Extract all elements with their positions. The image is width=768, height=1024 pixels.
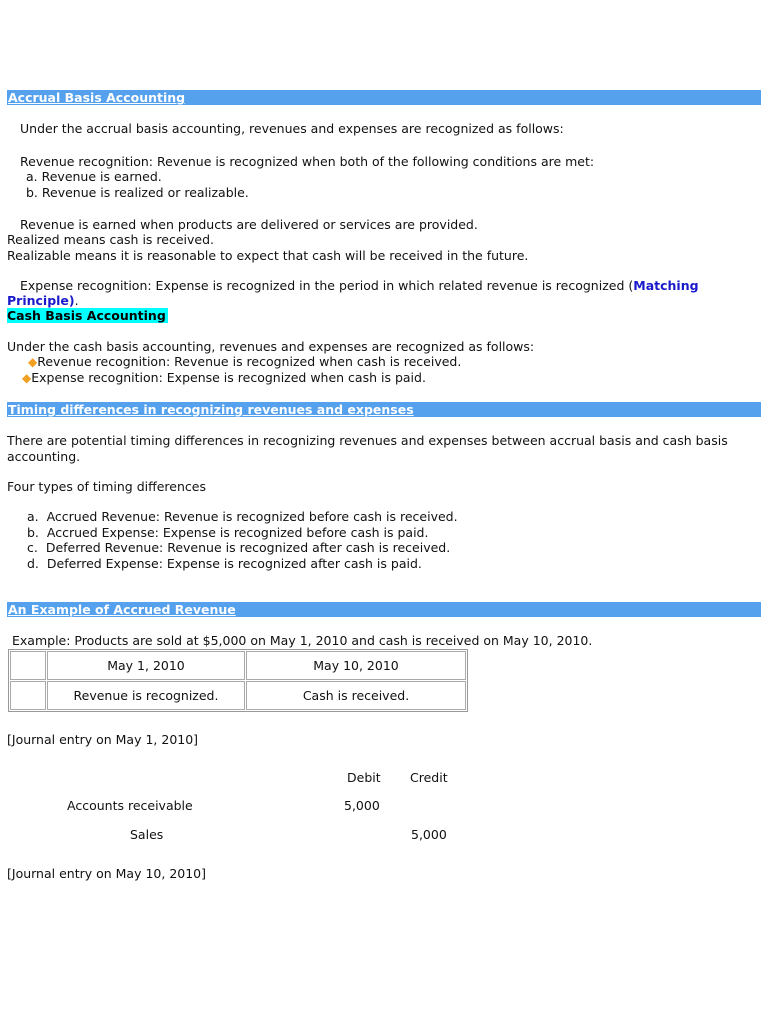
table-cell: Revenue is recognized. [47,681,245,710]
debit-column-header: Debit [347,770,381,785]
cash-bullet-revenue [28,354,461,370]
table-row [10,681,466,710]
list-item-text: Deferred Expense: Expense is recognized after cash is paid. [46,556,422,571]
condition-a: a. Revenue is earned. [26,169,162,184]
cash-bullet-expense [22,370,426,386]
matching-principle-link-part2[interactable]: Principle) [7,293,75,308]
expense-period: . [74,293,79,308]
sales-account: Sales [130,827,164,842]
revenue-earned-text: Revenue is earned when products are delivered or services are provided. [20,217,478,232]
expense-recognition-continued [7,293,79,308]
accounts-receivable-account: Accounts receivable [67,798,193,813]
timing-para-line1: There are potential timing differences in recognizing revenues and expenses between accrual basis and cash basis [7,433,728,448]
expense-recognition-body: Expense recognition: Expense is recognized in the period in which related revenue is recognized ( [20,278,634,293]
sales-credit: 5,000 [411,827,447,842]
accrual-intro: Under the accrual basis accounting, revenues and expenses are recognized as follows: [20,121,564,136]
accounts-receivable-debit: 5,000 [344,798,380,813]
revenue-recognition-text: Revenue recognition: Revenue is recognized when both of the following conditions are met: [20,154,595,169]
timing-item-a [27,509,458,524]
realizable-text: Realizable means it is reasonable to expect that cash will be received in the future. [7,248,529,263]
timing-para-line2: accounting. [7,449,81,464]
list-item-text: Accrued Expense: Expense is recognized before cash is paid. [46,525,429,540]
list-item-text: Deferred Revenue: Revenue is recognized after cash is received. [45,540,451,555]
journal-entry-1-title: [Journal entry on May 1, 2010] [7,732,199,747]
expense-recognition-text [20,278,699,293]
cash-basis-heading: Cash Basis Accounting [7,308,166,323]
table-cell: Cash is received. [246,681,466,710]
realized-text: Realized means cash is received. [7,232,215,247]
accrual-basis-heading: Accrual Basis Accounting [7,90,761,105]
diamond-bullet-icon: ◆ [28,355,38,369]
cash-bullet-revenue-text: Revenue recognition: Revenue is recognized when cash is received. [37,354,462,369]
table-cell: May 1, 2010 [47,651,245,680]
example-text: Example: Products are sold at $5,000 on May 1, 2010 and cash is received on May 10, 2010. [12,633,593,648]
condition-b: b. Revenue is realized or realizable. [26,185,249,200]
table-cell: May 10, 2010 [246,651,466,680]
accrued-revenue-example-heading: An Example of Accrued Revenue [7,602,761,617]
diamond-bullet-icon: ◆ [22,371,32,385]
timing-item-b [27,525,428,540]
list-letter: b. [27,525,39,540]
timing-item-d [27,556,422,571]
timing-item-c [27,540,450,555]
list-letter: a. [27,509,39,524]
list-letter: c. [27,540,38,555]
table-cell [10,651,46,680]
four-types-text: Four types of timing differences [7,479,206,494]
table-row [10,651,466,680]
timing-differences-heading: Timing differences in recognizing revenues and expenses [7,402,761,417]
cash-bullet-expense-text: Expense recognition: Expense is recognized when cash is paid. [31,370,426,385]
list-letter: d. [27,556,39,571]
table-cell [10,681,46,710]
matching-principle-link-part1[interactable]: Matching [633,278,699,293]
list-item-text: Accrued Revenue: Revenue is recognized before cash is received. [46,509,458,524]
journal-entry-2-title: [Journal entry on May 10, 2010] [7,866,207,881]
cash-intro: Under the cash basis accounting, revenues and expenses are recognized as follows: [7,339,535,354]
example-table [8,649,468,712]
credit-column-header: Credit [410,770,448,785]
